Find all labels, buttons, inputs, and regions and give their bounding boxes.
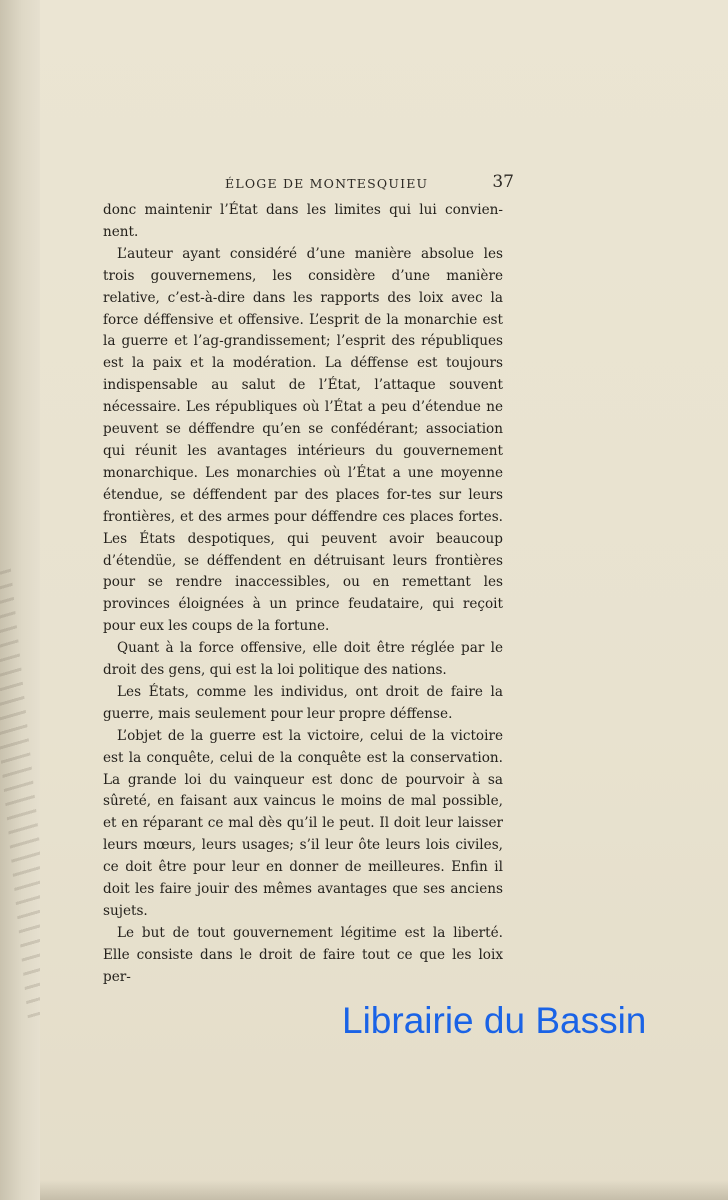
watermark: Librairie du Bassin xyxy=(342,1000,647,1041)
page-number: 37 xyxy=(492,172,514,192)
body-text xyxy=(103,200,503,989)
paragraph: Les États, comme les individus, ont droit de faire la guerre, mais seulement pour leur propre déffense. xyxy=(103,683,503,722)
paragraph: L’auteur ayant considéré d’une manière absolue les trois gouvernemens, les considère d’une manière relative, c’est-à-dire dans les rapports des loix avec la force déffensive et offensive. L’esprit de la monarchie est la guerre et l’ag-grandissement; l’esprit des républiques est la paix et la modération. La déffense est toujours indispensable au salut de l’État, l’attaque souvent nécessaire. Les républiques où l’État a peu d’étendue ne peuvent se déffendre qu’en se confédérant; association qui réunit les avantages intérieurs du gouvernement monarchique. Les monarchies où l’État a une moyenne étendue, se déffendent par des places for-tes sur leurs frontières, et des armes pour déffendre ces places fortes. Les États despotiques, qui peuvent avoir beaucoup d’étendüe, se déffendent en détruisant leurs frontières pour se rendre inaccessibles, ou en remettant les provinces éloignées à un prince feudataire, qui reçoit pour eux les coups de la fortune. xyxy=(103,245,503,635)
running-title: ÉLOGE DE MONTESQUIEU xyxy=(225,176,429,191)
paragraph: Le but de tout gouvernement légitime est la liberté. Elle consiste dans le droit de faire tout ce que les loix per- xyxy=(103,924,503,985)
paragraph: donc maintenir l’État dans les limites qui lui convien-nent. xyxy=(103,202,503,240)
page-bottom-edge xyxy=(40,1180,728,1200)
paragraph: L’objet de la guerre est la victoire, celui de la victoire est la conquête, celui de la conquête est la conservation. La grande loi du vainqueur est donc de pourvoir à sa sûreté, en faisant aux vaincus le moins de mal possible, et en réparant ce mal dès qu’il le peut. Il doit leur laisser leurs mœurs, leurs usages; s’il leur ôte leurs lois civiles, ce doit être pour leur en donner de meilleures. Enfin il doit les faire jouir des mêmes avantages que ses anciens sujets. xyxy=(103,727,503,919)
paragraph: Quant à la force offensive, elle doit être réglée par le droit des gens, qui est la loi politique des nations. xyxy=(103,640,503,679)
